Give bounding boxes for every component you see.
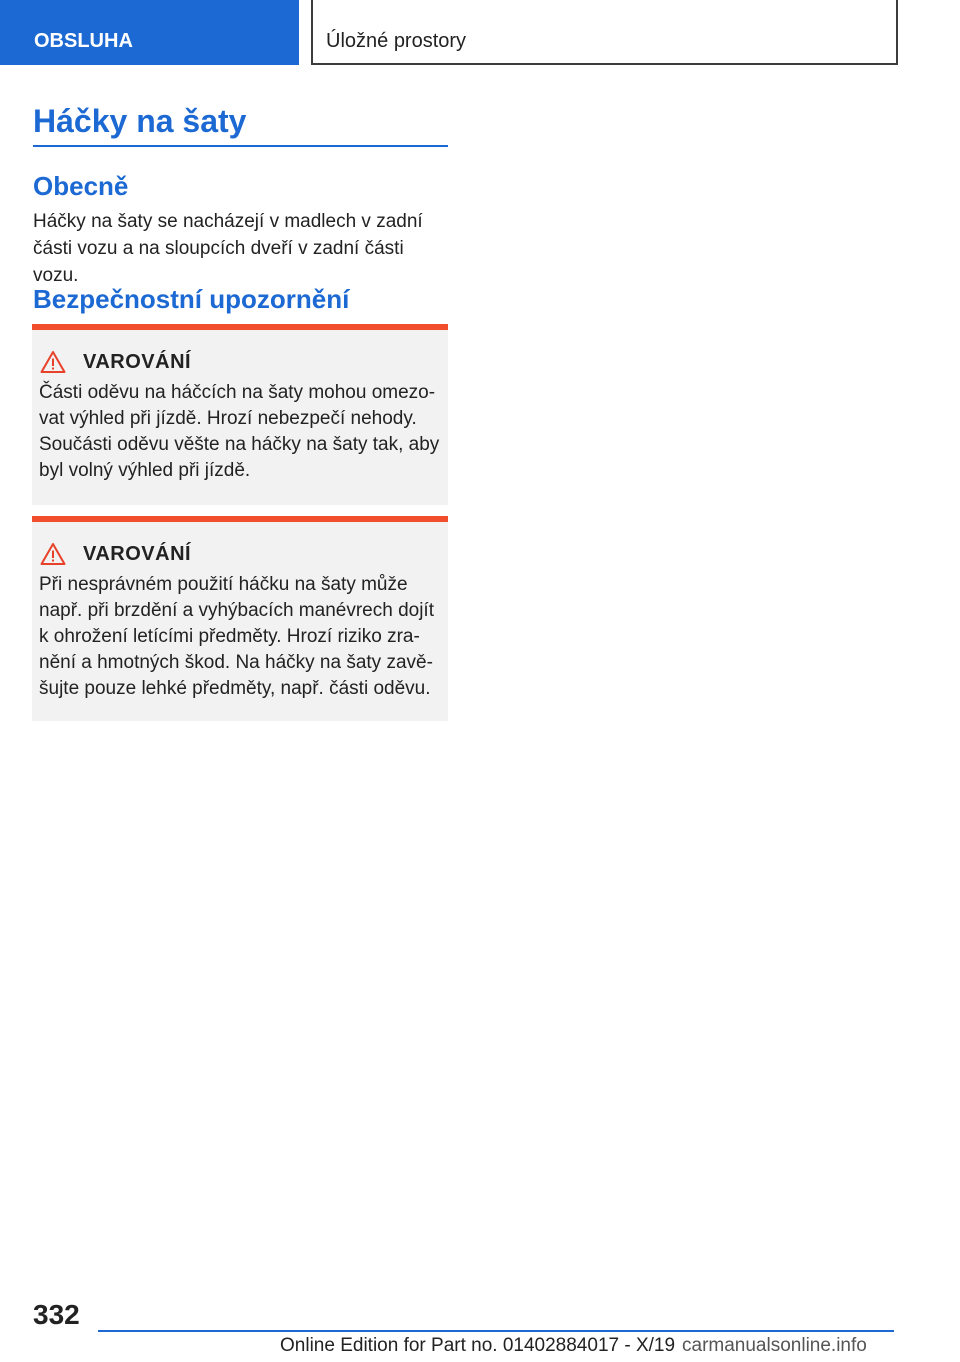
- warning-header: [40, 348, 191, 376]
- header-chapter-box: [311, 0, 898, 65]
- header-chapter-label: Úložné prostory: [326, 30, 467, 52]
- warning-line: byl volný výhled při jízdě.: [39, 460, 251, 481]
- warning-line: Součásti oděvu věšte na háčky na šaty tak, aby: [39, 434, 440, 455]
- page-number: 332: [33, 1299, 80, 1330]
- warning-box: [32, 324, 448, 505]
- general-line: Háčky na šaty se nacházejí v madlech v zadní: [33, 211, 423, 232]
- warning-text: [39, 380, 444, 484]
- footer-edition: Online Edition for Part no. 01402884017 - X/19: [280, 1335, 676, 1356]
- warning-line: Části oděvu na háčcích na šaty mohou omezo-: [39, 382, 436, 403]
- warning-triangle-icon: [40, 350, 66, 374]
- warning-line: nění a hmotných škod. Na háčky na šaty zavě-: [39, 652, 433, 673]
- warning-label: VAROVÁNÍ: [83, 542, 192, 565]
- warning-header: [40, 540, 191, 568]
- warning-label: VAROVÁNÍ: [83, 350, 192, 373]
- warning-line: vat výhled při jízdě. Hrozí nebezpečí nehody.: [39, 408, 417, 429]
- warning-text: [39, 572, 444, 702]
- warning-line: Při nesprávném použití háčku na šaty může: [39, 574, 408, 595]
- header-section-tab: [0, 0, 299, 65]
- watermark: carmanualsonline.info: [682, 1335, 867, 1356]
- title-divider: [33, 145, 448, 147]
- footer-divider: [98, 1330, 894, 1332]
- section-heading-safety: Bezpečnostní upozornění: [33, 284, 350, 314]
- warning-line: šujte pouze lehké předměty, např. části oděvu.: [39, 678, 431, 699]
- page-title: Háčky na šaty: [33, 103, 247, 139]
- warning-triangle-icon: [40, 542, 66, 566]
- general-line: části vozu a na sloupcích dveří v zadní části vozu.: [33, 238, 404, 286]
- header-section-label: OBSLUHA: [34, 30, 133, 52]
- general-paragraph: [33, 208, 453, 289]
- section-heading-general: Obecně: [33, 171, 129, 201]
- warning-line: např. při brzdění a vyhýbacích manévrech dojít: [39, 600, 434, 621]
- warning-line: k ohrožení letícími předměty. Hrozí riziko zra-: [39, 626, 420, 647]
- warning-box: [32, 516, 448, 721]
